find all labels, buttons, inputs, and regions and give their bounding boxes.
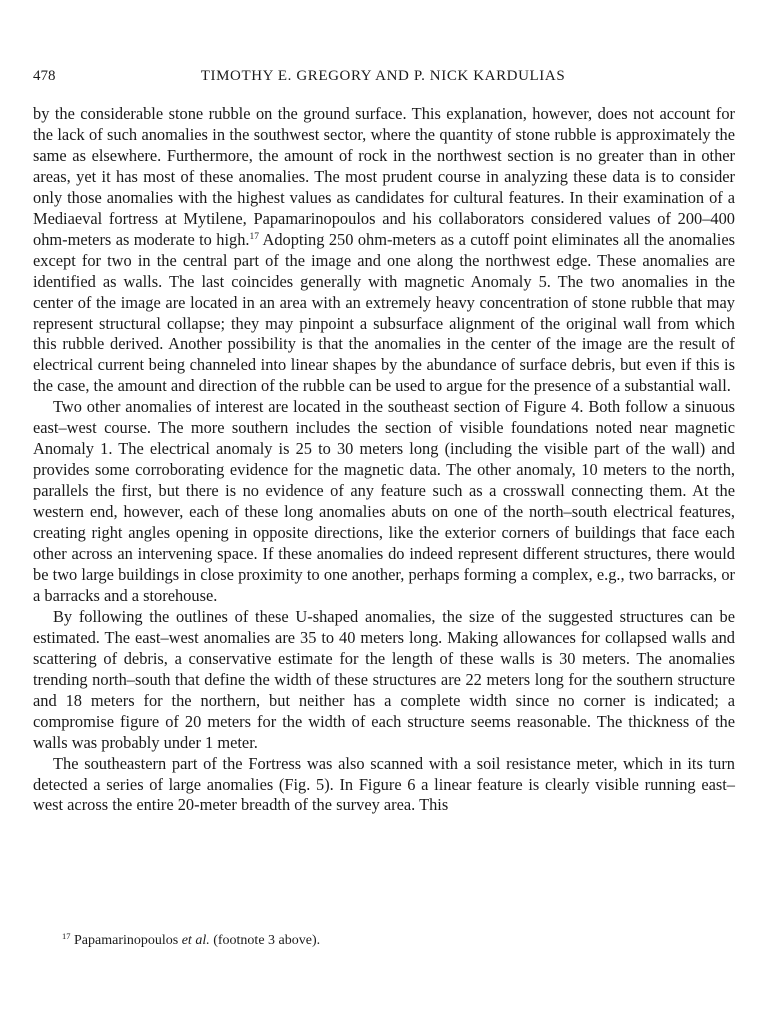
page-number: 478 xyxy=(33,68,56,84)
paragraph-4: The southeastern part of the Fortress was also scanned with a soil resistance meter, which in its turn detected a series of large anomalies (Fig. 5). In Figure 6 a linear feature is clearly visible running east–west across the entire 20-meter breadth of the survey area. This xyxy=(33,753,735,815)
body-text xyxy=(33,104,735,816)
paragraph-1-text-end: Adopting 250 ohm-meters as a cutoff point eliminates all the anomalies except for two in the central part of the image and one along the northwest edge. These anomalies are identified as walls. The last coincides generally with magnetic Anomaly 5. The two anomalies in the center of the image are located in an area with an extremely heavy concentration of stone rubble that may represent structural collapse; they may pinpoint a subsurface alignment of the original wall from which this rubble derived. Another possibility is that the anomalies in the center of the image are the result of electrical current being channeled into linear shapes by the abundance of surface debris, but even if this is the case, the amount and direction of the rubble can be used to argue for the presence of a substantial wall. xyxy=(33,229,735,396)
running-title: TIMOTHY E. GREGORY AND P. NICK KARDULIAS xyxy=(200,68,566,84)
running-head xyxy=(33,64,733,88)
footnote-text-end: (footnote 3 above). xyxy=(209,933,321,948)
paragraph-3: By following the outlines of these U-shaped anomalies, the size of the suggested structures can be estimated. The east–west anomalies are 35 to 40 meters long. Making allowances for collapsed walls and scattering of debris, a conservative estimate for the length of these walls is 30 meters. The anomalies trending north–south that define the width of these structures are 22 meters long for the southern structure and 18 meters for the northern, but neither has a complete width since no corner is indicated; a compromise figure of 20 meters for the width of each structure seems reasonable. The thickness of the walls was probably under 1 meter. xyxy=(33,606,735,752)
paragraph-2: Two other anomalies of interest are located in the southeast section of Figure 4. Both follow a sinuous east–west course. The more southern includes the section of visible foundations noted near magnetic Anomaly 1. The electrical anomaly is 25 to 30 meters long (including the visible part of the wall) and provides some corroborating evidence for the magnetic data. The other anomaly, 10 meters to the north, parallels the first, but there is no evidence of any feature such as a crosswall connecting them. At the western end, however, each of these long anomalies abuts on one of the north–south electrical features, creating right angles opening in opposite directions, like the exterior corners of buildings that face each other across an intervening space. If these anomalies do indeed represent different structures, there would be two large buildings in close proximity to one another, perhaps forming a complex, e.g., two barracks, or a barracks and a storehouse. xyxy=(33,397,735,605)
paragraph-1-text-start: by the considerable stone rubble on the ground surface. This explanation, however, does not account for the lack of such anomalies in the southwest sector, where the quantity of stone rubble is approximately the same as elsewhere. Furthermore, the amount of rock in the northwest section is no greater than in other areas, yet it has most of these anomalies. The most prudent course in analyzing these data is to consider only those anomalies with the highest values as candidates for cultural features. In their examination of a Mediaeval fortress at Mytilene, Papamarinopoulos and his collaborators considered values of 200–400 ohm-meters as moderate to high. xyxy=(33,104,735,249)
footnote-text-start: Papamarinopoulos xyxy=(70,933,182,948)
paragraph-1 xyxy=(33,104,735,397)
footnote-number: 17 xyxy=(62,931,71,941)
footnote-reference: 17 xyxy=(249,231,260,242)
footnote xyxy=(62,932,722,950)
footnote-et-al: et al. xyxy=(181,933,210,948)
